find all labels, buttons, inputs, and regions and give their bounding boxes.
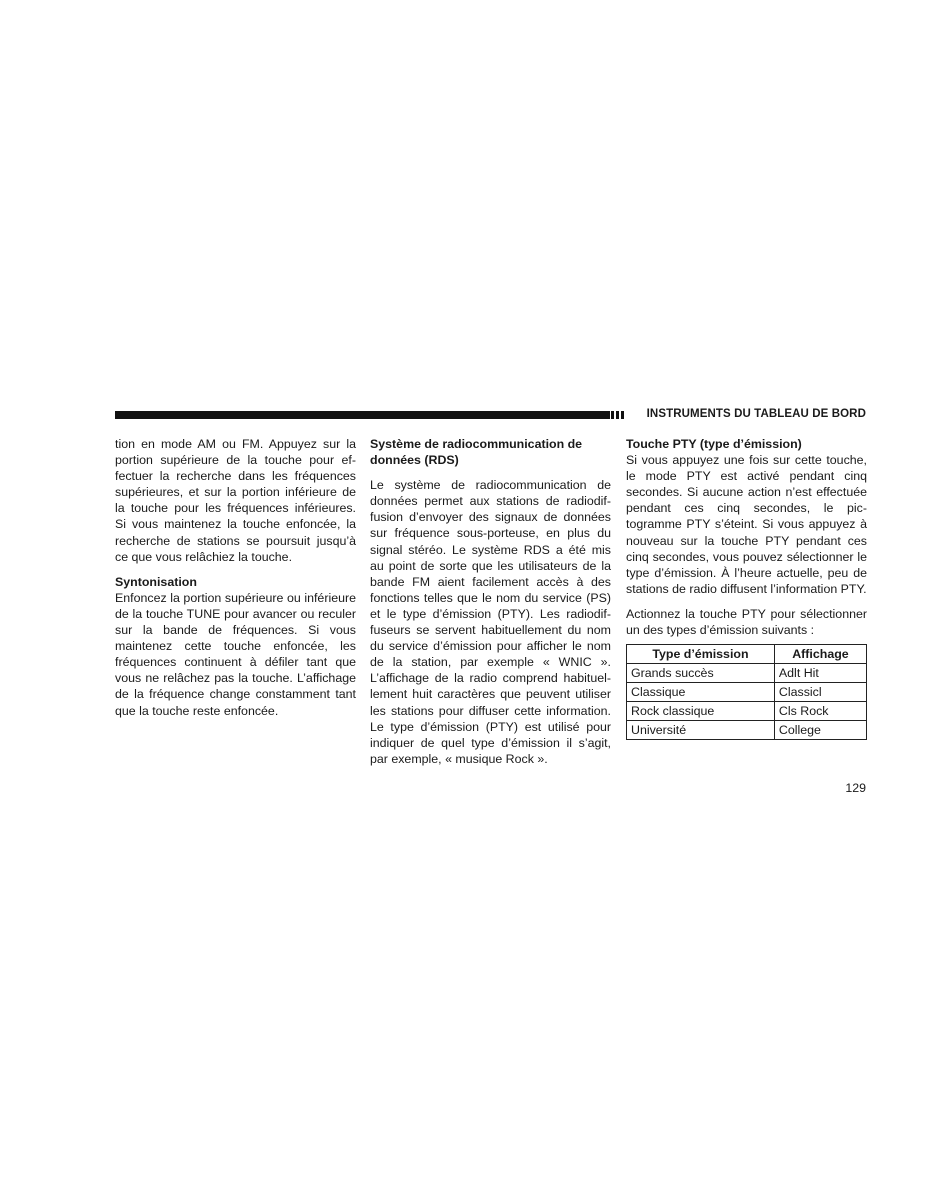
- table-cell: College: [774, 721, 866, 740]
- column-right: [626, 436, 867, 740]
- table-cell: Université: [627, 721, 775, 740]
- table-row: [627, 721, 867, 740]
- paragraph-rds: Le système de radiocommunication de données permet aux stations de radiodiffusion d’envoyer des signaux de données sur fréquence sous-porteuse, en plus du signal stéréo. Le système RDS a été mis au point de sorte que les utilisateurs de la bande FM aient facilement accès à des fonctions telles que le nom du service (PS) et le type d’émission (PTY). Les radiodiffuseurs se servent habituellement du nom du service d’émission pour afficher le nom de la station, par exemple « WNIC ». L’affichage de la radio comprend habituellement huit caractères que peuvent utiliser les stations pour diffuser cette information. Le type d’émission (PTY) est utilisé pour indiquer de quel type d’émission il s’agit, par exemple, « musique Rock ».: [370, 478, 611, 766]
- header-rule: [115, 411, 610, 419]
- table-cell: Classique: [627, 683, 775, 702]
- table-row: [627, 664, 867, 683]
- heading-syntonisation: Syntonisation: [115, 574, 197, 589]
- header-rule-dots: [611, 411, 625, 419]
- heading-rds: Système de radiocommunication de données (RDS): [370, 437, 583, 468]
- paragraph-pty-select: Actionnez la touche PTY pour sélectionner un des types d’émission suivants :: [626, 606, 867, 638]
- table-cell: Adlt Hit: [774, 664, 866, 683]
- table-cell: Cls Rock: [774, 702, 866, 721]
- paragraph-pty: Si vous appuyez une fois sur cette touche, le mode PTY est activé pendant cinq secondes. Si aucune action n’est effectuée pendant ces cinq secondes, le pictogramme PTY s’éteint. Si vous appuyez à nouveau sur la touche PTY pendant ces cinq secondes, vous pouvez sélectionner le type d’émission. À l’heure actuelle, peu de stations de radio diffusent l’information PTY.: [626, 453, 867, 596]
- table-cell: Classicl: [774, 683, 866, 702]
- table-row: [627, 702, 867, 721]
- heading-pty: Touche PTY (type d’émission): [626, 437, 802, 451]
- table-header-type: Type d’émission: [627, 645, 775, 664]
- table-row: [627, 683, 867, 702]
- table-cell: Rock classique: [627, 702, 775, 721]
- column-middle: [370, 436, 611, 776]
- paragraph-seek: tion en mode AM ou FM. Appuyez sur la portion supérieure de la touche pour effectuer la recherche dans les fréquences supérieures, et sur la portion inférieure de la touche pour les fréquences inférieures. Si vous maintenez la touche enfoncée, la recherche de stations se poursuit jusqu’à ce que vous relâchiez la touche.: [115, 437, 356, 564]
- page-number: 129: [845, 781, 866, 795]
- column-left: [115, 436, 356, 728]
- paragraph-tune: Enfoncez la portion supérieure ou inférieure de la touche TUNE pour avancer ou reculer sur la bande de fréquences. Si vous maintenez cette touche enfoncée, les fréquences continuent à défiler tant que vous ne relâchez pas la touche. L’affichage de la fréquence change constamment tant que la touche reste enfoncée.: [115, 590, 356, 718]
- table-cell: Grands succès: [627, 664, 775, 683]
- section-title: INSTRUMENTS DU TABLEAU DE BORD: [646, 408, 866, 420]
- table-header-display: Affichage: [774, 645, 866, 664]
- pty-table: [626, 644, 867, 740]
- table-header-row: [627, 645, 867, 664]
